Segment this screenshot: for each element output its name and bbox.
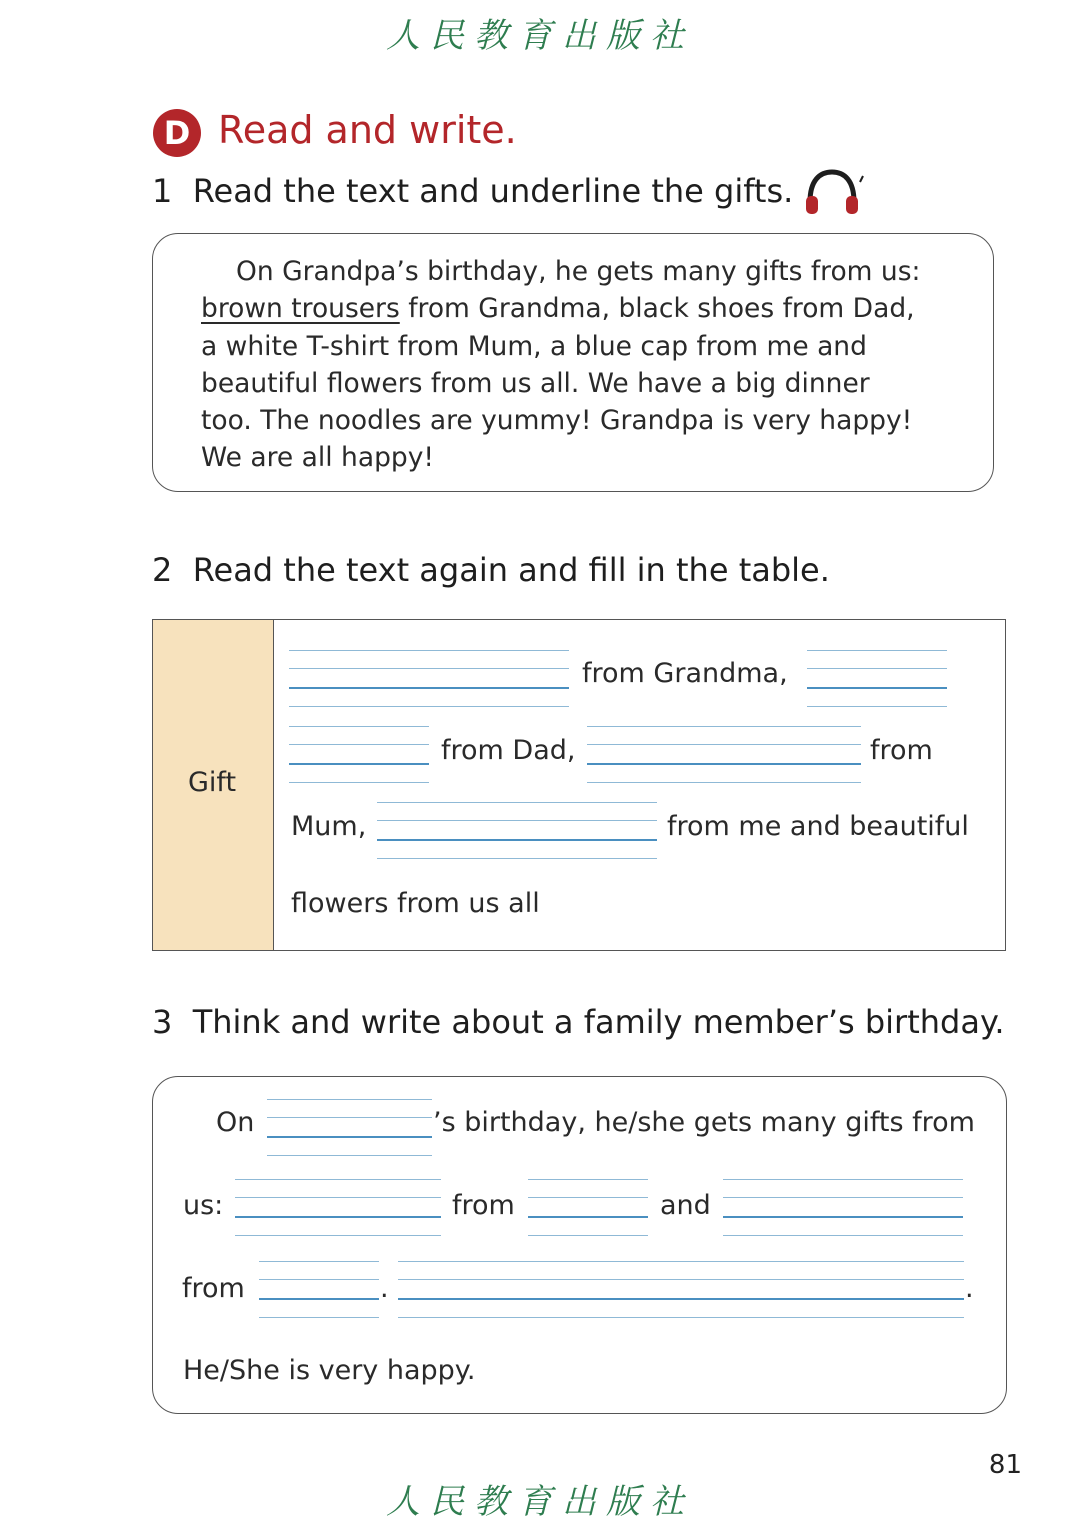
q1-text: Read the text and underline the gifts. — [192, 172, 794, 210]
section-badge: D — [153, 109, 201, 157]
blank-gift-me[interactable] — [377, 802, 657, 860]
q2-text: Read the text again and fill in the table. — [192, 551, 830, 589]
q1-title — [152, 172, 793, 210]
text-from-me: from me and beautiful — [667, 811, 969, 842]
blank-giver-1[interactable] — [528, 1179, 648, 1237]
blank-family-member[interactable] — [267, 1099, 432, 1157]
q3-title — [152, 1003, 1004, 1041]
period-1: . — [380, 1273, 389, 1304]
text-us: us: — [183, 1190, 224, 1221]
passage-line-5: too. The noodles are yummy! Grandpa is very happy! — [201, 405, 913, 437]
period-2: . — [965, 1273, 974, 1304]
text-birthday: ’s birthday, he/she gets many gifts from — [433, 1107, 975, 1138]
text-from-dad: from Dad, — [441, 735, 576, 766]
blank-gift-mum[interactable] — [587, 726, 861, 784]
q1-number: 1 — [152, 172, 173, 210]
q2-title — [152, 551, 830, 589]
blank-gift-dad-2[interactable] — [289, 726, 429, 784]
text-mum: Mum, — [291, 811, 367, 842]
q3-number: 3 — [152, 1003, 173, 1041]
blank-gift-grandma[interactable] — [289, 650, 569, 708]
text-from-1: from — [452, 1190, 515, 1221]
headphones-icon[interactable] — [802, 168, 864, 216]
passage-line-1: On Grandpa’s birthday, he gets many gifts from us: — [236, 256, 921, 287]
gift-label: Gift — [188, 767, 237, 798]
page-number: 81 — [988, 1450, 1022, 1480]
publisher-logo-bottom: 人民教育出版社 — [386, 1482, 694, 1522]
text-on: On — [216, 1107, 255, 1138]
blank-gift-2[interactable] — [723, 1179, 963, 1237]
q2-number: 2 — [152, 551, 173, 589]
blank-gift-dad-1[interactable] — [807, 650, 947, 708]
passage-line-2: brown trousers from Grandma, black shoes from Dad, — [201, 293, 915, 325]
q3-text: Think and write about a family member’s birthday. — [192, 1003, 1005, 1041]
blank-gift-1[interactable] — [235, 1179, 441, 1237]
text-and: and — [660, 1190, 711, 1221]
publisher-logo-top: 人民教育出版社 — [386, 16, 694, 56]
text-from: from — [870, 735, 933, 766]
section-title: Read and write. — [218, 108, 517, 152]
passage-line-4: beautiful flowers from us all. We have a big dinner — [201, 367, 870, 399]
gift-header-cell — [153, 620, 274, 950]
text-from-grandma: from Grandma, — [582, 658, 788, 689]
passage-line-6: We are all happy! — [201, 442, 435, 474]
blank-giver-2[interactable] — [259, 1261, 379, 1319]
q1-passage — [201, 253, 961, 477]
underlined-gift: brown trousers — [201, 293, 400, 325]
blank-sentence[interactable] — [398, 1261, 964, 1319]
text-from-2: from — [182, 1273, 245, 1304]
text-closing: He/She is very happy. — [183, 1355, 476, 1386]
passage-line-3: a white T-shirt from Mum, a blue cap from me and — [201, 330, 867, 362]
text-flowers: flowers from us all — [291, 888, 540, 919]
